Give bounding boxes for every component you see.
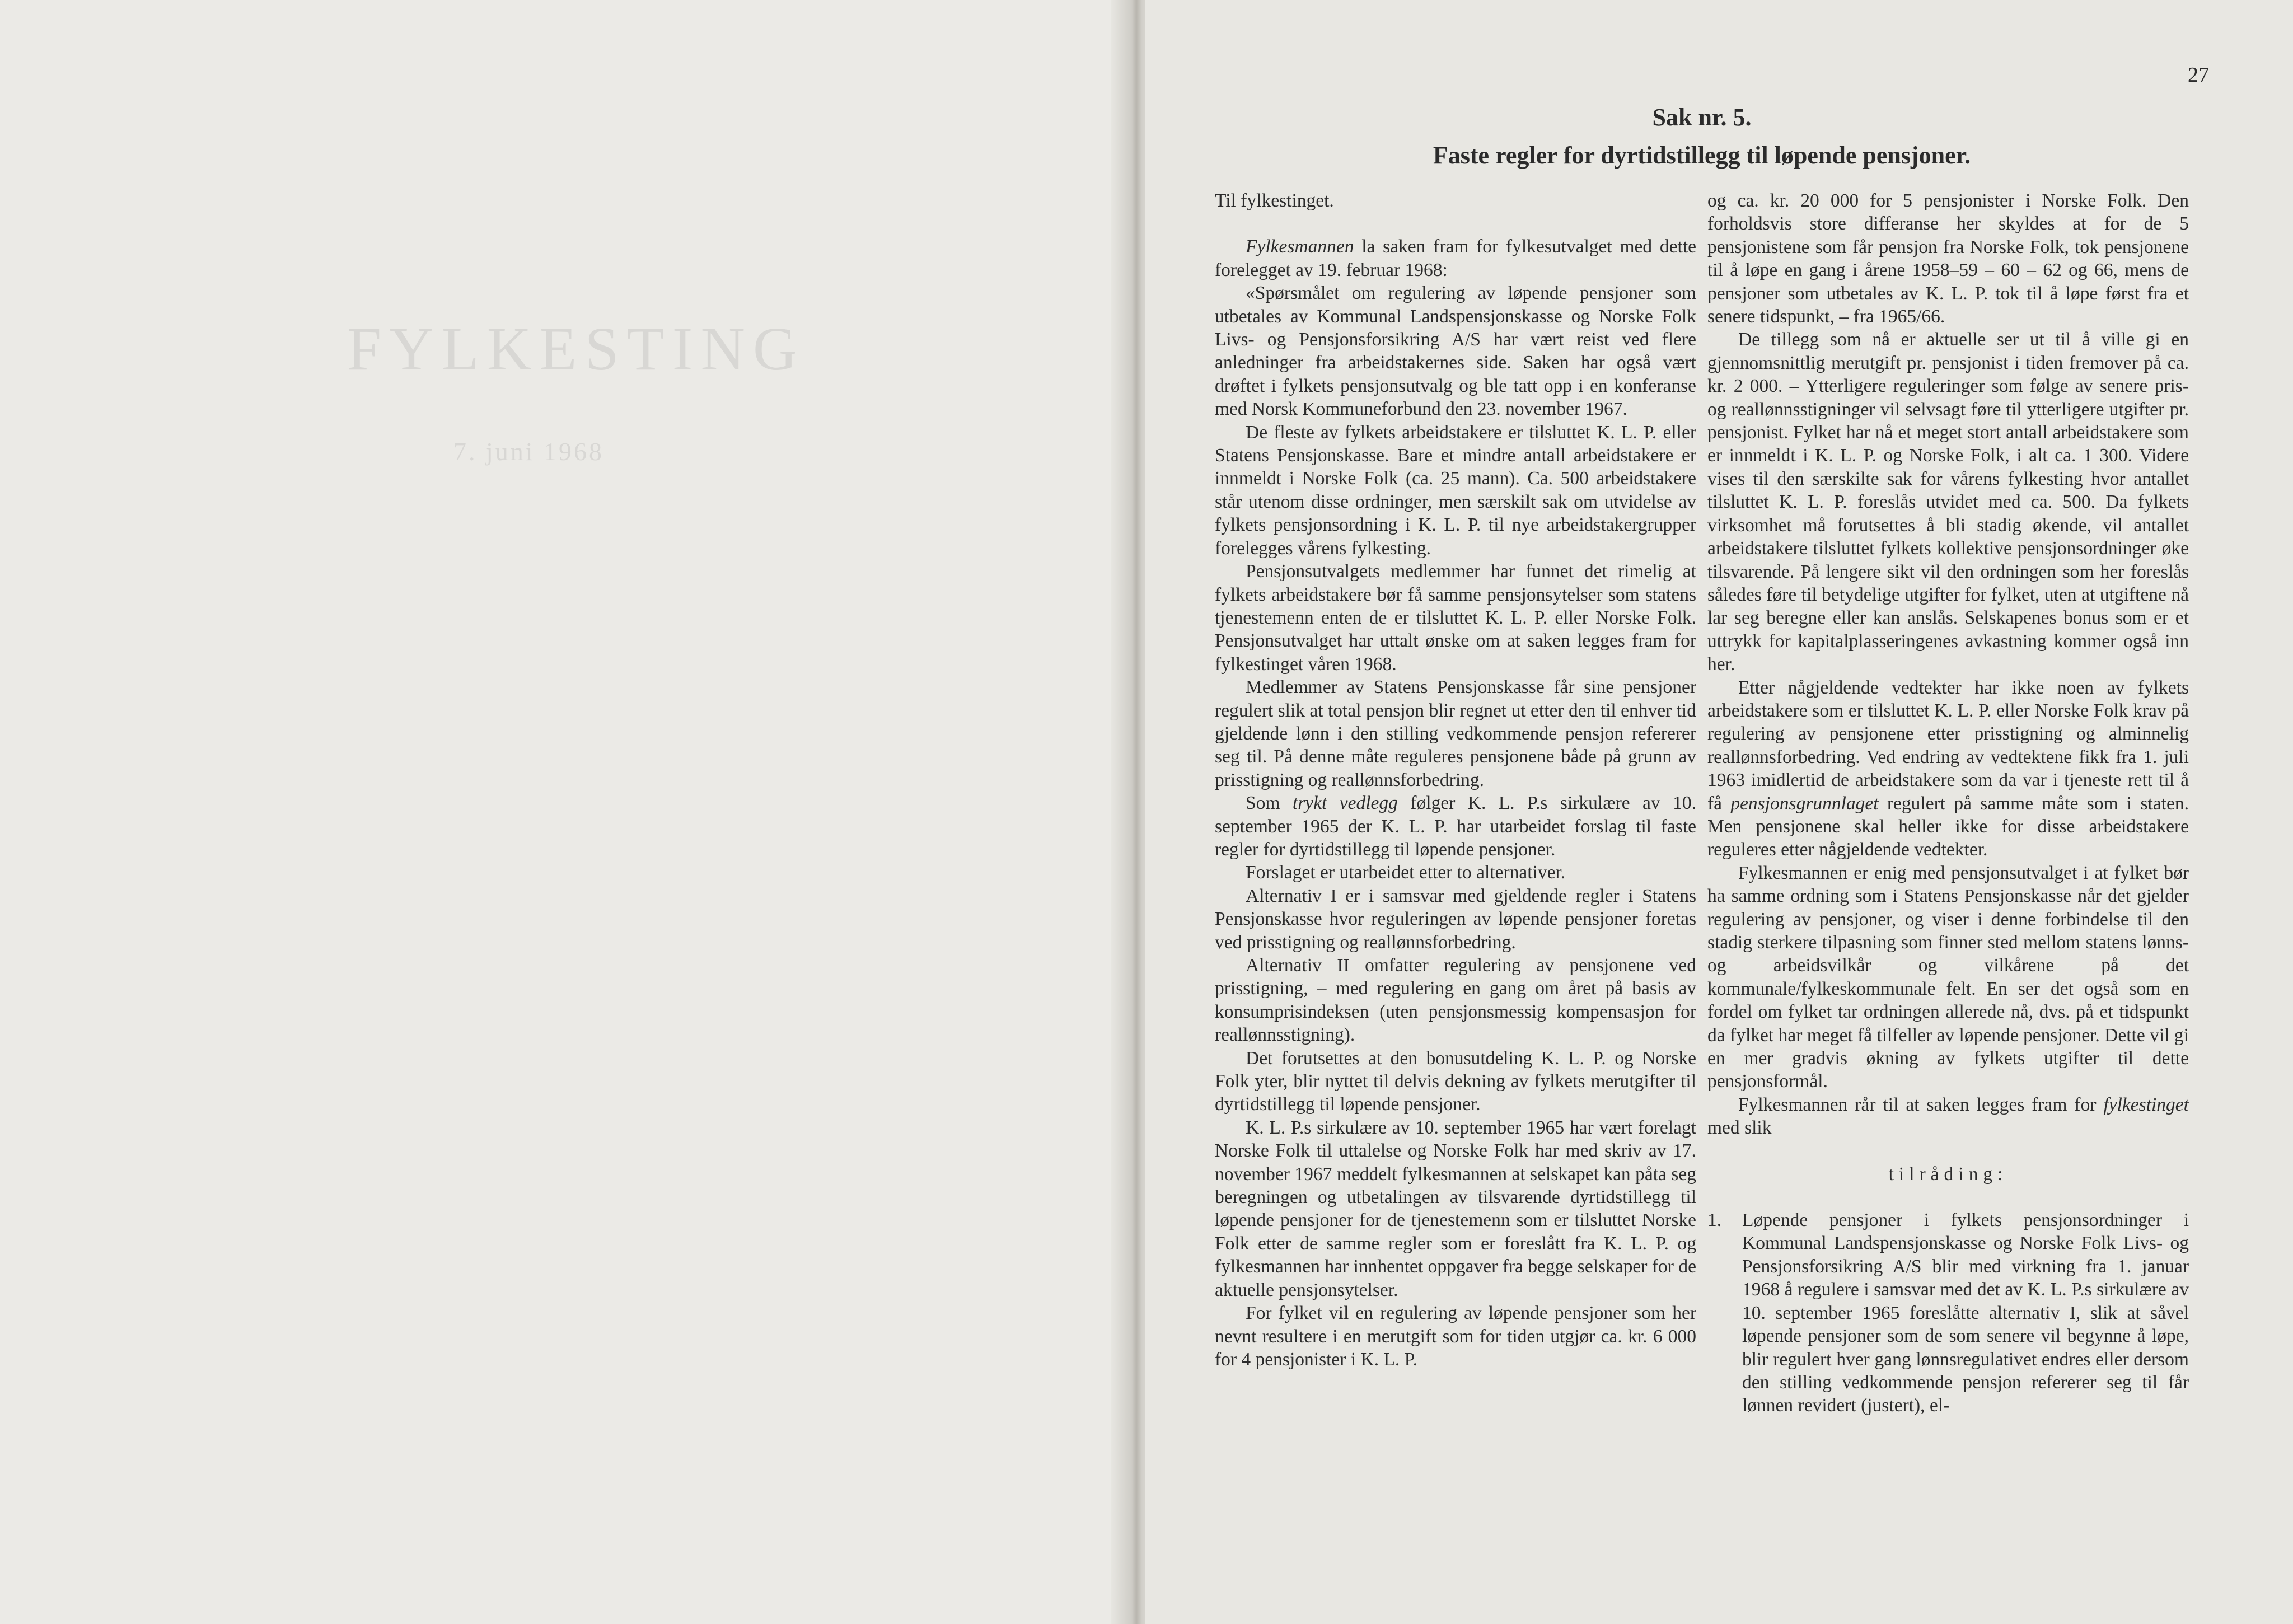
paragraph-text: med slik xyxy=(1707,1117,1772,1139)
italic-term: trykt vedlegg xyxy=(1292,793,1398,814)
page-number: 27 xyxy=(2188,63,2209,87)
left-page xyxy=(0,0,1136,1624)
recommendation-heading: tilråding: xyxy=(1888,1163,2008,1185)
paragraph xyxy=(1707,1093,2189,1140)
paragraph: Fylkesmannen er enig med pensjonsutvalget i at fylket bør ha samme ordning som i Statens Pensjonskasse når det gjelder regulering av pensjoner, og viser i denne forbindelse til den stadig sterkere tilpasning som finner sted mellom statens lønns- og arbeidsvilkår og vilkårene på det kommunale/fylkeskommunale felt. En ser det også som en fordel om fylket tar ordningen allerede nå, dvs. på et tidspunkt da fylket har meget få tilfeller av løpende pensjoner. Dette vil gi en mer gradvis økning av fylkets utgifter til dette pensjonsformål. xyxy=(1707,862,2189,1092)
paragraph-text: følger K. L. P.s sirkulære av 10. september 1965 der K. L. P. har utarbeidet forslag til faste regler for dyrtidstillegg til løpende pensjoner. xyxy=(1215,793,1696,860)
paragraph: og ca. kr. 20 000 for 5 pensjonister i Norske Folk. Den forholdsvis store differanse her skyldes at for de 5 pensjonistene som får pensjon fra Norske Folk, tok pensjonene til å løpe en gang i årene 1958–59 – 60 – 62 og 66, mens de pensjoner som utbetales av K. L. P. tok til å løpe først fra et senere tidspunkt, – fra 1965/66. xyxy=(1707,190,2189,327)
paragraph: De tillegg som nå er aktuelle ser ut til å ville gi en gjennomsnittlig merutgift pr. pensjonist i tiden fremover på ca. kr. 2 000. – Ytterligere reguleringer som følge av senere pris- og reallønnsstigninger vil selvsagt føre til ytterligere utgifter pr. pensjonist. Fylket har nå et meget stort antall arbeidstakere som er innmeldt i K. L. P. og Norske Folk, i alt ca. 1 300. Videre vises til den særskilte sak for vårens fylkesting hvor antallet tilsluttet K. L. P. foreslås utvidet med ca. 500. Da fylkets virksomhet må forutsettes å bli stadig økende, vil antallet arbeidstakere tilsluttet fylkets kollektive pensjonsordninger øke tilsvarende. På lengere sikt vil den ordningen som her foreslås således føre til betydelige utgifter for fylket, uten at utgiftene nå lar seg beregne eller kan anslås. Selskapenes bonus som er et uttrykk for kapitalplasseringenes avkastning kommer også inn her. xyxy=(1707,329,2189,675)
item-number: 1. xyxy=(1707,1210,1722,1231)
paragraph: «Spørsmålet om regulering av løpende pensjoner som utbetales av Kommunal Landspensjonskasse og Norske Folk Livs- og Pensjonsforsikring A/S har vært reist ved flere anledninger fra arbeidstakernes side. Saken har også vært drøftet i fylkets pensjonsutvalg og ble tatt opp i en konferanse med Norsk Kommuneforbund den 23. november 1967. xyxy=(1215,283,1696,420)
paragraph xyxy=(1707,676,2189,862)
paragraph xyxy=(1215,235,1696,282)
item-text: Løpende pensjoner i fylkets pensjonsordninger i Kommunal Landspensjonskasse og Norske Folk Livs- og Pensjonsforsikring A/S blir med virkning fra 1. januar 1968 å regulere i samsvar med det av K. L. P.s sirkulære av 10. september 1965 foreslåtte alternativ I, slik at såvel løpende pensjoner som de som senere vil begynne å løpe, blir regulert hver gang lønnsregulativet endres eller dersom den stilling vedkommende pensjon refererer seg til får lønnen revidert (justert), el- xyxy=(1742,1210,2189,1416)
recommendation-item xyxy=(1707,1209,2189,1417)
paragraph: Alternativ I er i samsvar med gjeldende regler i Statens Pensjonskasse hvor reguleringen av løpende pensjoner foretas ved prisstigning og reallønnsforbedring. xyxy=(1215,885,1696,953)
paragraph: Pensjonsutvalgets medlemmer har funnet det rimelig at fylkets arbeidstakere bør få samme pensjonsytelser som statens tjenestemenn enten de er tilsluttet K. L. P. eller Norske Folk. Pensjonsutvalget har uttalt ønske om at saken legges fram for fylkestinget våren 1968. xyxy=(1215,561,1696,675)
bleed-through-subtitle: 7. juni 1968 xyxy=(453,437,605,466)
paragraph-text: la saken fram for fylkesutvalget med dette forelegget av 19. februar 1968: xyxy=(1215,236,1696,280)
text-column-left xyxy=(1215,189,1696,1371)
bleed-through-title: FYLKESTING xyxy=(347,315,806,383)
case-number-heading: Sak nr. 5. xyxy=(1652,104,1752,131)
paragraph-text: Etter någjeldende vedtekter har ikke noen av fylkets arbeidstakere som er tilsluttet K. L. P. eller Norske Folk krav på regulering av pensjonene etter prisstigning og alminnelig reallønnsforbedring. Ved endring av vedtektene fikk fra 1. juli 1963 imidlertid de arbeidstakere som da var i tjeneste rett til å få xyxy=(1707,677,2189,814)
paragraph-text: regulert på samme måte som i staten. Men pensjonene skal heller ikke for disse arbeidstakere reguleres etter någjeldende vedtekter. xyxy=(1707,793,2189,860)
paragraph-text: Som xyxy=(1246,793,1293,814)
text-column-right xyxy=(1707,189,2189,1417)
paragraph xyxy=(1215,792,1696,861)
italic-term: Fylkesmannen xyxy=(1246,236,1354,258)
case-title-heading: Faste regler for dyrtidstillegg til løpende pensjoner. xyxy=(1433,142,1971,169)
greeting: Til fylkestinget. xyxy=(1215,190,1334,211)
paragraph: For fylket vil en regulering av løpende pensjoner som her nevnt resultere i en merutgift som for tiden utgjør ca. kr. 6 000 for 4 pensjonister i K. L. P. xyxy=(1215,1303,1696,1370)
italic-term: fylkestinget xyxy=(2103,1094,2189,1115)
paragraph: Det forutsettes at den bonusutdeling K. L. P. og Norske Folk yter, blir nyttet til delvis dekning av fylkets merutgifter til dyrtidstillegg til løpende pensjoner. xyxy=(1215,1047,1696,1115)
paragraph-text: Fylkesmannen rår til at saken legges fram for xyxy=(1738,1094,2104,1115)
paragraph: K. L. P.s sirkulære av 10. september 1965 har vært forelagt Norske Folk til uttalelse og Norske Folk har med skriv av 17. november 1967 meddelt fylkesmannen at selskapet kan påta seg beregningen og utbetalingen av tilsvarende dyrtidstillegg til løpende pensjoner for de tjenestemenn som er tilsluttet Norske Folk etter de samme regler som er foreslått fra K. L. P. og fylkesmannen har innhentet oppgaver fra begge selskaper for de aktuelle pensjonsytelser. xyxy=(1215,1117,1696,1300)
paragraph: Forslaget er utarbeidet etter to alternativer. xyxy=(1246,862,1566,883)
paragraph: De fleste av fylkets arbeidstakere er tilsluttet K. L. P. eller Statens Pensjonskasse. Bare et mindre antall arbeidstakere er innmeldt i Norske Folk (ca. 25 mann). Ca. 500 arbeidstakere står utenom disse ordninger, men særskilt sak om utvidelse av fylkets pensjonsordning i K. L. P. til nye arbeidstakergrupper forelegges vårens fylkesting. xyxy=(1215,422,1696,559)
italic-term: pensjonsgrunnlaget xyxy=(1730,793,1879,814)
paragraph: Alternativ II omfatter regulering av pensjonene ved prisstigning, – med regulering en gang om året på basis av konsumprisindeksen (uten pensjonsmessig kompensasjon for reallønnsstigning). xyxy=(1215,955,1696,1046)
paragraph: Medlemmer av Statens Pensjonskasse får sine pensjoner regulert slik at total pensjon blir regnet ut etter den til enhver tid gjeldende lønn i den stilling vedkommende pensjon refererer seg til. På denne måte reguleres pensjonene både på grunn av prisstigning og reallønnsforbedring. xyxy=(1215,677,1696,790)
